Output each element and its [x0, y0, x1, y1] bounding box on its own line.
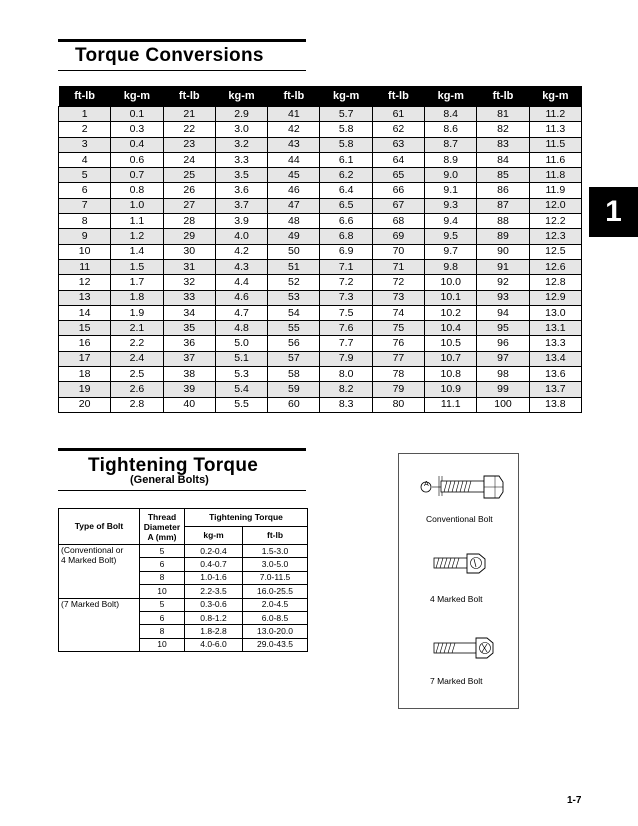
table-cell: 11.1	[425, 397, 477, 412]
table-cell: 3.7	[215, 198, 267, 213]
table-cell: 11	[59, 259, 111, 274]
table-cell: 6.1	[320, 152, 372, 167]
table-cell: 51	[268, 259, 320, 274]
table-cell: 10.2	[425, 305, 477, 320]
table-cell: 11.9	[529, 183, 581, 198]
bolt-type-line-1: (7 Marked Bolt)	[61, 598, 120, 609]
table-cell: 0.2-0.4	[185, 545, 243, 558]
table-cell: 5.5	[215, 397, 267, 412]
table-cell: 49	[268, 229, 320, 244]
page-number: 1-7	[567, 795, 582, 806]
table-cell: 12.8	[529, 275, 581, 290]
table-cell: 13.0-20.0	[243, 625, 308, 638]
section2-subtitle: (General Bolts)	[130, 474, 209, 486]
table-cell: 25	[163, 168, 215, 183]
table-cell: 10.5	[425, 336, 477, 351]
table-cell: 0.4	[111, 137, 163, 152]
table-cell: 90	[477, 244, 529, 259]
table-cell: 8	[140, 571, 185, 584]
table-cell: 97	[477, 351, 529, 366]
table-cell: 11.6	[529, 152, 581, 167]
table-cell: 5.0	[215, 336, 267, 351]
section1-title: Torque Conversions	[75, 45, 264, 66]
table-cell: 9.3	[425, 198, 477, 213]
table-cell: 95	[477, 321, 529, 336]
table-cell: 7.7	[320, 336, 372, 351]
table-cell: 7.1	[320, 259, 372, 274]
table-cell: 80	[372, 397, 424, 412]
table-cell: 2.2	[111, 336, 163, 351]
table-cell: 2.5	[111, 367, 163, 382]
table-cell: 54	[268, 305, 320, 320]
table-cell: 33	[163, 290, 215, 305]
table-cell: 9.0	[425, 168, 477, 183]
table-cell: 13.4	[529, 351, 581, 366]
table-cell: 2.9	[215, 107, 267, 122]
table-cell: 6	[140, 611, 185, 624]
table-cell: 68	[372, 214, 424, 229]
table-row	[59, 183, 582, 198]
table-cell: 13.6	[529, 367, 581, 382]
table-cell: 13.3	[529, 336, 581, 351]
table-cell: 52	[268, 275, 320, 290]
section2-title: Tightening Torque	[88, 455, 259, 476]
table-cell: 53	[268, 290, 320, 305]
table-cell: 10.9	[425, 382, 477, 397]
table-cell: 16	[59, 336, 111, 351]
bolt-type-cell	[59, 545, 140, 599]
section1-top-rule	[58, 39, 306, 42]
table-cell: 8.6	[425, 122, 477, 137]
table-row	[59, 321, 582, 336]
table-cell: 5.3	[215, 367, 267, 382]
table-row	[59, 107, 582, 122]
table-cell: 4.3	[215, 259, 267, 274]
table-cell: 47	[268, 198, 320, 213]
table-cell: 4.0	[215, 229, 267, 244]
bolt-figure-box	[398, 453, 519, 709]
table-cell: 14	[59, 305, 111, 320]
table-cell: 74	[372, 305, 424, 320]
bolt-type-cell	[59, 598, 140, 652]
table-header-row	[59, 86, 582, 107]
col-header: kg-m	[320, 86, 372, 107]
table-cell: 32	[163, 275, 215, 290]
table-cell: 10.1	[425, 290, 477, 305]
col-header: ft-lb	[59, 86, 111, 107]
table-cell: 8.4	[425, 107, 477, 122]
table-cell: 5	[59, 168, 111, 183]
table-cell: 100	[477, 397, 529, 412]
table-cell: 85	[477, 168, 529, 183]
table-cell: 7.3	[320, 290, 372, 305]
table-cell: 11.5	[529, 137, 581, 152]
table-cell: 13.0	[529, 305, 581, 320]
table-cell: 37	[163, 351, 215, 366]
table-cell: 10.4	[425, 321, 477, 336]
table-cell: 31	[163, 259, 215, 274]
table-cell: 29.0-43.5	[243, 638, 308, 651]
table-cell: 3.0	[215, 122, 267, 137]
table-cell: 46	[268, 183, 320, 198]
table-cell: 10	[59, 244, 111, 259]
table-cell: 12.0	[529, 198, 581, 213]
table-cell: 0.1	[111, 107, 163, 122]
table-cell: 8.3	[320, 397, 372, 412]
table-cell: 55	[268, 321, 320, 336]
table-cell: 70	[372, 244, 424, 259]
table-row	[59, 152, 582, 167]
table-cell: 56	[268, 336, 320, 351]
table-cell: 6	[59, 183, 111, 198]
table-cell: 36	[163, 336, 215, 351]
table-cell: 9.1	[425, 183, 477, 198]
table-cell: 2.0-4.5	[243, 598, 308, 611]
table-cell: 10.8	[425, 367, 477, 382]
table-row	[59, 198, 582, 213]
table-cell: 16.0-25.5	[243, 585, 308, 598]
table-cell: 26	[163, 183, 215, 198]
table-cell: 1.8	[111, 290, 163, 305]
table-cell: 2.6	[111, 382, 163, 397]
table-cell: 88	[477, 214, 529, 229]
bolt-figure	[399, 454, 518, 708]
table-cell: 5.7	[320, 107, 372, 122]
conventional-bolt-icon	[441, 476, 503, 498]
table-cell: 69	[372, 229, 424, 244]
table-cell: 1.1	[111, 214, 163, 229]
table-cell: 62	[372, 122, 424, 137]
table-cell: 34	[163, 305, 215, 320]
table-cell: 3.0-5.0	[243, 558, 308, 571]
table-cell: 3.3	[215, 152, 267, 167]
table-cell: 63	[372, 137, 424, 152]
table-cell: 10	[140, 585, 185, 598]
table-cell: 1.5	[111, 259, 163, 274]
table-cell: 10	[140, 638, 185, 651]
table-cell: 19	[59, 382, 111, 397]
table-cell: 4	[59, 152, 111, 167]
table-cell: 8.7	[425, 137, 477, 152]
table-cell: 2	[59, 122, 111, 137]
col-header-kgm: kg-m	[185, 527, 243, 545]
table-cell: 12.2	[529, 214, 581, 229]
tightening-torque-table	[58, 508, 308, 652]
table-cell: 1.0	[111, 198, 163, 213]
table-cell: 6.4	[320, 183, 372, 198]
table-row	[59, 229, 582, 244]
table-row	[59, 290, 582, 305]
table-cell: 30	[163, 244, 215, 259]
table-cell: 76	[372, 336, 424, 351]
table-cell: 7.9	[320, 351, 372, 366]
col-header: ft-lb	[163, 86, 215, 107]
section2-bottom-rule	[58, 490, 306, 491]
table-cell: 3.6	[215, 183, 267, 198]
conventional-bolt-label: Conventional Bolt	[426, 514, 493, 524]
table-cell: 0.8-1.2	[185, 611, 243, 624]
table-row	[59, 122, 582, 137]
table-cell: 18	[59, 367, 111, 382]
table-cell: 5.8	[320, 122, 372, 137]
table-cell: 7.5	[320, 305, 372, 320]
table-cell: 5.4	[215, 382, 267, 397]
table-cell: 2.1	[111, 321, 163, 336]
table-row	[59, 397, 582, 412]
table-cell: 6	[140, 558, 185, 571]
col-header-type: Type of Bolt	[59, 509, 140, 545]
table-cell: 7.0-11.5	[243, 571, 308, 584]
table-row	[59, 336, 582, 351]
table-row	[59, 168, 582, 183]
table-cell: 3	[59, 137, 111, 152]
table-cell: 45	[268, 168, 320, 183]
table-cell: 99	[477, 382, 529, 397]
table-cell: 0.3	[111, 122, 163, 137]
table-cell: 77	[372, 351, 424, 366]
seven-marked-bolt-icon	[434, 638, 493, 658]
chapter-tab: 1	[589, 187, 638, 237]
table-cell: 38	[163, 367, 215, 382]
table-cell: 40	[163, 397, 215, 412]
table-cell: 1.8-2.8	[185, 625, 243, 638]
table-cell: 3.5	[215, 168, 267, 183]
table-cell: 8.9	[425, 152, 477, 167]
table-row	[59, 351, 582, 366]
table-cell: 9.7	[425, 244, 477, 259]
table-row	[59, 259, 582, 274]
table-cell: 79	[372, 382, 424, 397]
table-cell: 2.8	[111, 397, 163, 412]
marker-a-label: A	[424, 481, 429, 488]
col-header: kg-m	[529, 86, 581, 107]
torque-conversion-table	[58, 86, 582, 413]
col-header: ft-lb	[477, 86, 529, 107]
table-cell: 9.5	[425, 229, 477, 244]
table-cell: 6.6	[320, 214, 372, 229]
table-cell: 96	[477, 336, 529, 351]
table-cell: 23	[163, 137, 215, 152]
col-header: ft-lb	[268, 86, 320, 107]
col-header: kg-m	[215, 86, 267, 107]
table-cell: 12.3	[529, 229, 581, 244]
table-cell: 59	[268, 382, 320, 397]
table-cell: 94	[477, 305, 529, 320]
table-cell: 72	[372, 275, 424, 290]
table-cell: 7.6	[320, 321, 372, 336]
table-cell: 93	[477, 290, 529, 305]
table-row	[59, 214, 582, 229]
table-cell: 6.9	[320, 244, 372, 259]
table-row	[59, 545, 308, 558]
table-cell: 1.4	[111, 244, 163, 259]
table-cell: 11.2	[529, 107, 581, 122]
table-cell: 5.1	[215, 351, 267, 366]
table-cell: 8.2	[320, 382, 372, 397]
table-cell: 15	[59, 321, 111, 336]
table-cell: 17	[59, 351, 111, 366]
table-cell: 4.0-6.0	[185, 638, 243, 651]
table-row	[59, 137, 582, 152]
table-cell: 87	[477, 198, 529, 213]
table-cell: 24	[163, 152, 215, 167]
table-cell: 65	[372, 168, 424, 183]
table-cell: 57	[268, 351, 320, 366]
table-cell: 4.7	[215, 305, 267, 320]
table-cell: 11.8	[529, 168, 581, 183]
table-cell: 28	[163, 214, 215, 229]
table-cell: 12.9	[529, 290, 581, 305]
table-cell: 91	[477, 259, 529, 274]
table-row	[59, 367, 582, 382]
table-cell: 3.9	[215, 214, 267, 229]
section1-bottom-rule	[58, 70, 306, 71]
bolt-type-line-1: (Conventional or	[61, 545, 124, 555]
table-cell: 27	[163, 198, 215, 213]
table-cell: 7.2	[320, 275, 372, 290]
table-cell: 35	[163, 321, 215, 336]
table-cell: 0.6	[111, 152, 163, 167]
table-cell: 0.3-0.6	[185, 598, 243, 611]
table-cell: 1.9	[111, 305, 163, 320]
table-cell: 1.5-3.0	[243, 545, 308, 558]
table-cell: 22	[163, 122, 215, 137]
table-cell: 4.6	[215, 290, 267, 305]
table-cell: 13.7	[529, 382, 581, 397]
table-cell: 42	[268, 122, 320, 137]
table-cell: 21	[163, 107, 215, 122]
table-cell: 43	[268, 137, 320, 152]
table-row	[59, 382, 582, 397]
table-cell: 4.2	[215, 244, 267, 259]
table-row	[59, 275, 582, 290]
table-cell: 98	[477, 367, 529, 382]
col-header-ftlb: ft-lb	[243, 527, 308, 545]
table-cell: 78	[372, 367, 424, 382]
table-cell: 92	[477, 275, 529, 290]
col-header-torque: Tightening Torque	[185, 509, 308, 527]
bolt-type-line-2: 4 Marked Bolt)	[61, 555, 117, 565]
table-cell: 1	[59, 107, 111, 122]
table-row	[59, 244, 582, 259]
table-cell: 83	[477, 137, 529, 152]
table-cell: 11.3	[529, 122, 581, 137]
thread-line-2: Diameter	[143, 521, 181, 532]
table-cell: 39	[163, 382, 215, 397]
table-cell: 1.7	[111, 275, 163, 290]
table-cell: 13.1	[529, 321, 581, 336]
table-cell: 12.5	[529, 244, 581, 259]
table-cell: 64	[372, 152, 424, 167]
table-cell: 67	[372, 198, 424, 213]
table-cell: 6.5	[320, 198, 372, 213]
table-cell: 0.7	[111, 168, 163, 183]
seven-marked-bolt-label: 7 Marked Bolt	[430, 676, 483, 686]
table-cell: 0.4-0.7	[185, 558, 243, 571]
table-cell: 81	[477, 107, 529, 122]
table-cell: 6.2	[320, 168, 372, 183]
table-cell: 6.0-8.5	[243, 611, 308, 624]
table-cell: 50	[268, 244, 320, 259]
table-cell: 9	[59, 229, 111, 244]
table-cell: 3.2	[215, 137, 267, 152]
table-cell: 8.0	[320, 367, 372, 382]
table-cell: 61	[372, 107, 424, 122]
table-cell: 5	[140, 598, 185, 611]
table-cell: 20	[59, 397, 111, 412]
table-cell: 58	[268, 367, 320, 382]
table-cell: 44	[268, 152, 320, 167]
table-cell: 84	[477, 152, 529, 167]
table-cell: 8	[59, 214, 111, 229]
section2-top-rule	[58, 448, 306, 451]
table-cell: 86	[477, 183, 529, 198]
table-cell: 13.8	[529, 397, 581, 412]
table-cell: 13	[59, 290, 111, 305]
table-cell: 41	[268, 107, 320, 122]
four-marked-bolt-label: 4 Marked Bolt	[430, 594, 483, 604]
table-cell: 5.8	[320, 137, 372, 152]
table-row	[59, 598, 308, 611]
table-cell: 9.8	[425, 259, 477, 274]
table-cell: 2.2-3.5	[185, 585, 243, 598]
table-cell: 8	[140, 625, 185, 638]
table-cell: 10.0	[425, 275, 477, 290]
table-cell: 4.4	[215, 275, 267, 290]
col-header: kg-m	[425, 86, 477, 107]
table-cell: 2.4	[111, 351, 163, 366]
table-cell: 0.8	[111, 183, 163, 198]
table-row	[59, 305, 582, 320]
table-cell: 6.8	[320, 229, 372, 244]
table-cell: 10.7	[425, 351, 477, 366]
table-cell: 12	[59, 275, 111, 290]
table-cell: 89	[477, 229, 529, 244]
table-cell: 9.4	[425, 214, 477, 229]
col-header-thread	[140, 509, 185, 545]
table-cell: 1.2	[111, 229, 163, 244]
thread-line-3: A (mm)	[147, 531, 177, 542]
table-cell: 71	[372, 259, 424, 274]
table-cell: 4.8	[215, 321, 267, 336]
table-cell: 48	[268, 214, 320, 229]
table-cell: 12.6	[529, 259, 581, 274]
thread-line-1: Thread	[147, 511, 177, 522]
table-cell: 66	[372, 183, 424, 198]
four-marked-bolt-icon	[434, 554, 485, 573]
col-header: ft-lb	[372, 86, 424, 107]
table-cell: 60	[268, 397, 320, 412]
table-cell: 75	[372, 321, 424, 336]
table-cell: 29	[163, 229, 215, 244]
table-cell: 73	[372, 290, 424, 305]
table-cell: 1.0-1.6	[185, 571, 243, 584]
table-cell: 5	[140, 545, 185, 558]
table-cell: 82	[477, 122, 529, 137]
col-header: kg-m	[111, 86, 163, 107]
table-cell: 7	[59, 198, 111, 213]
